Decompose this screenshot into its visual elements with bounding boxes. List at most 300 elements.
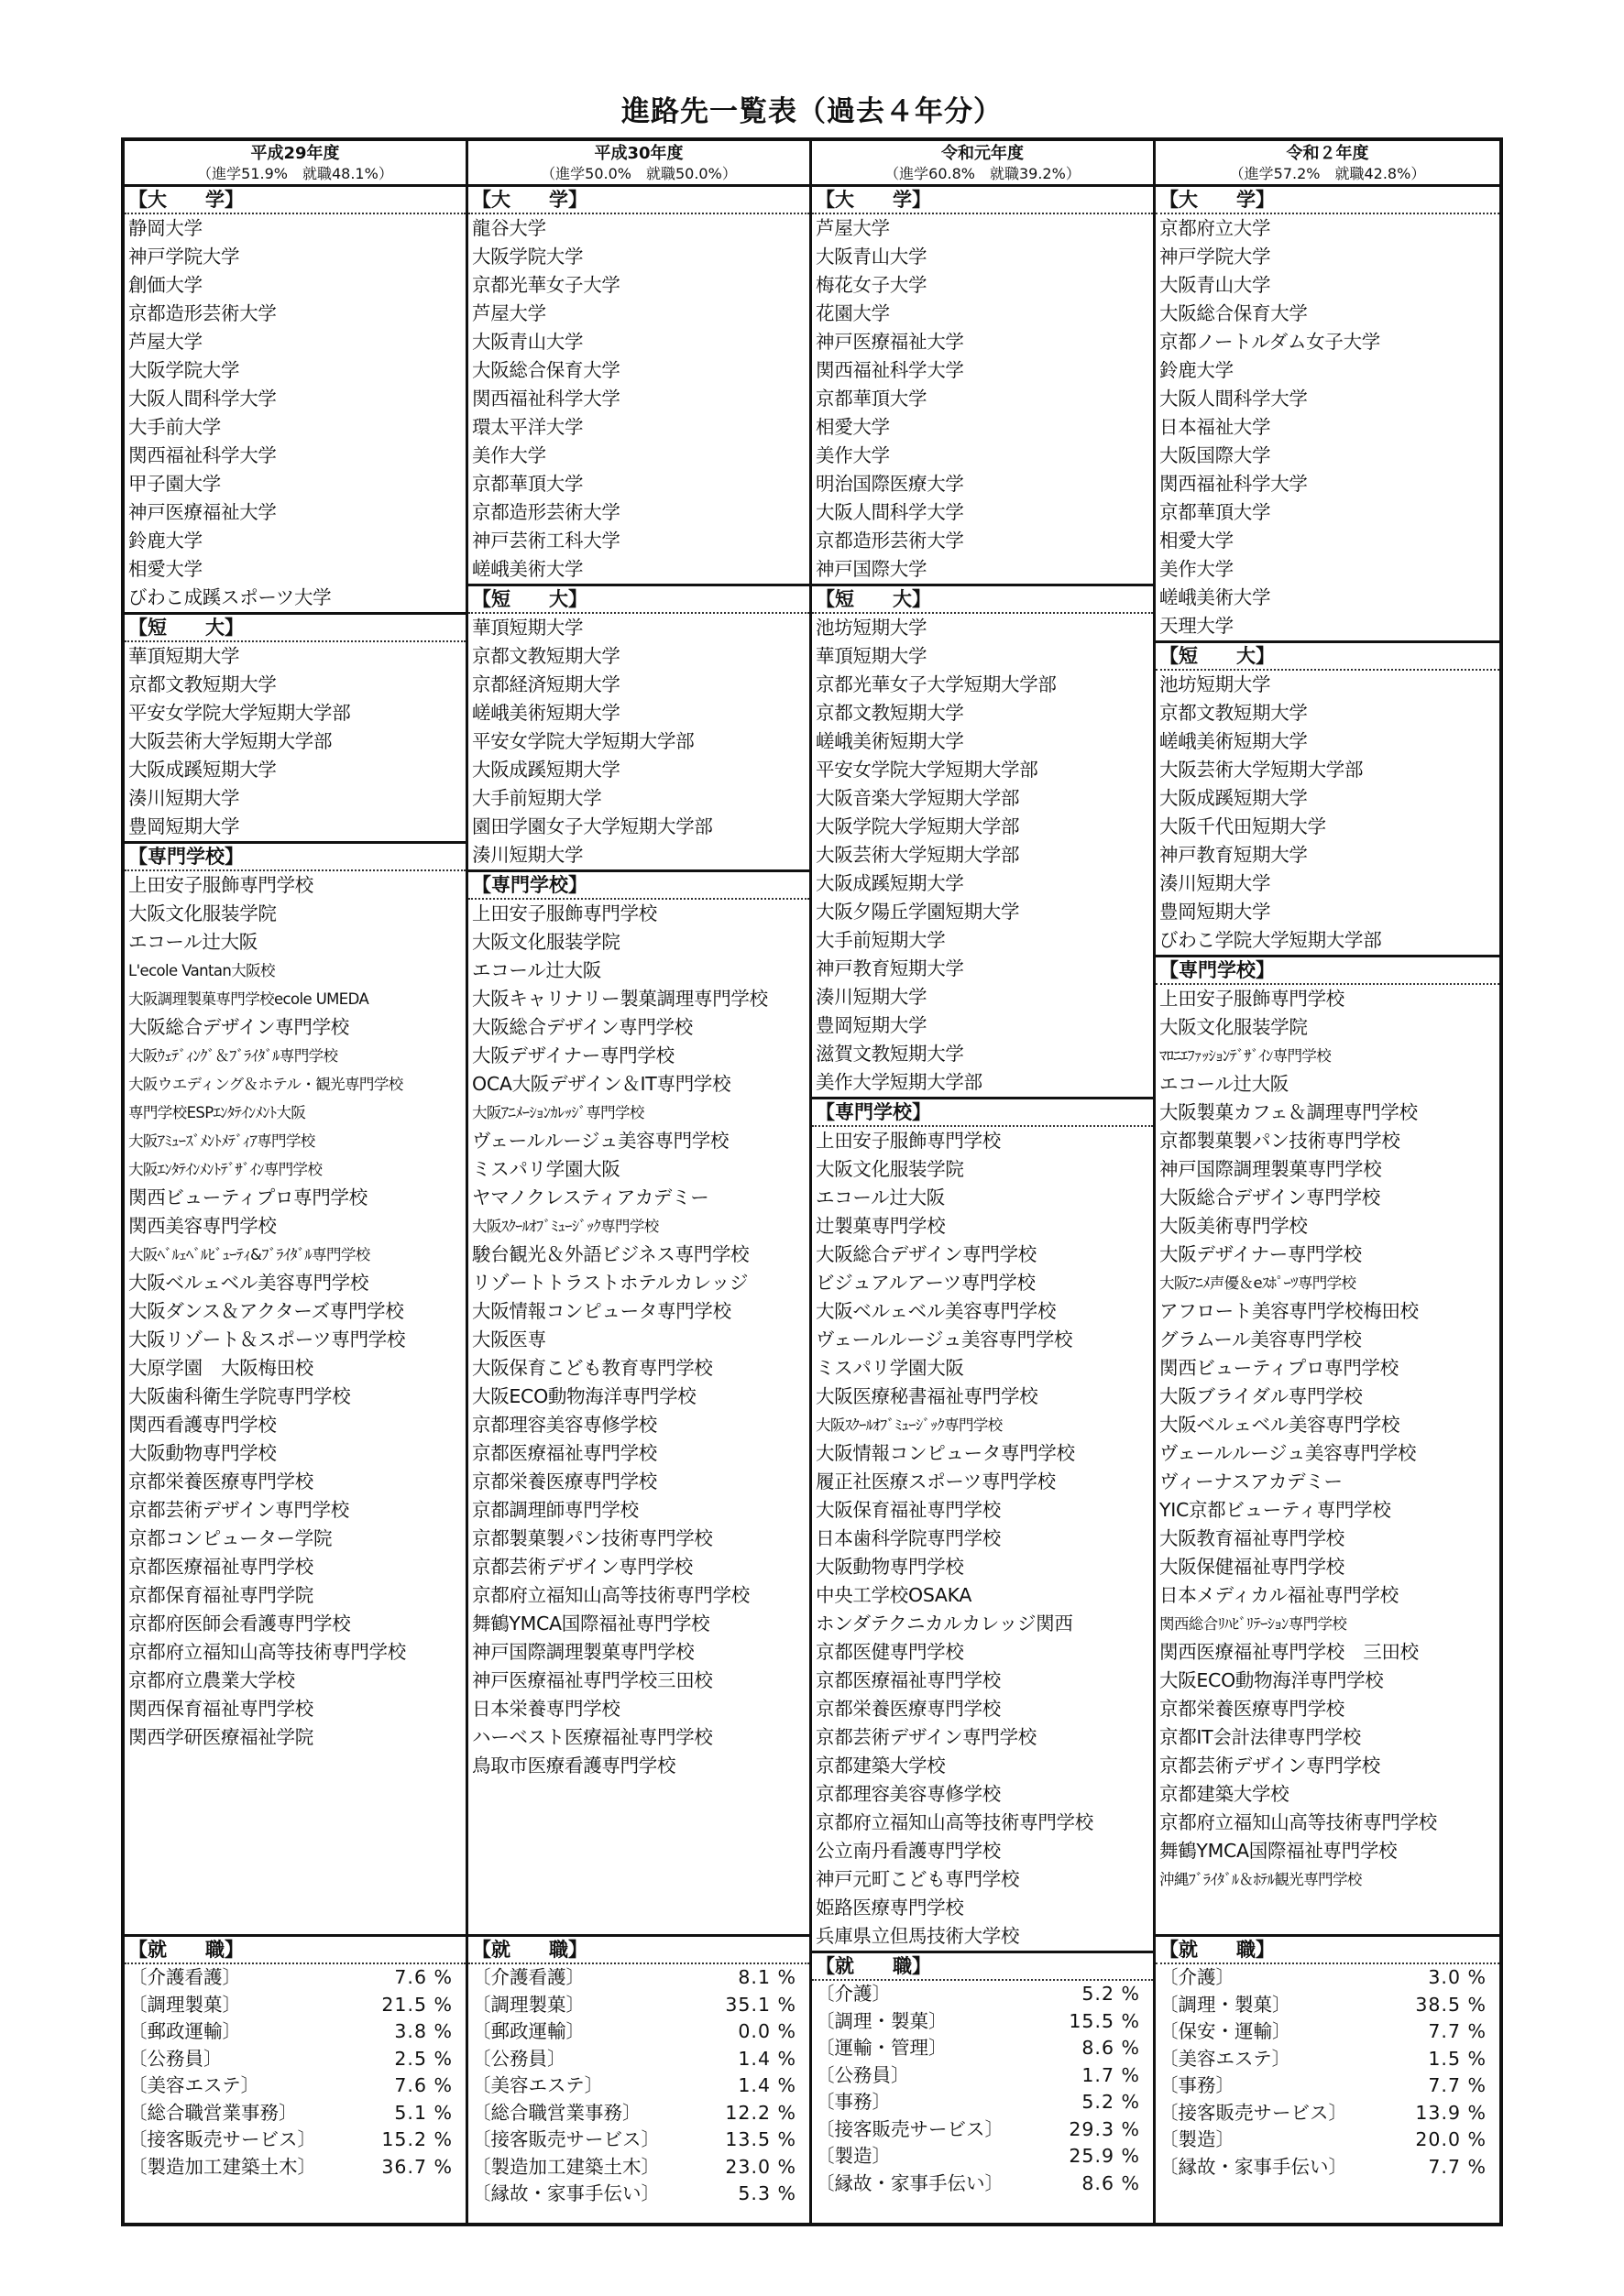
column-header xyxy=(125,141,466,187)
section-label: 【大 学】 xyxy=(1156,187,1499,214)
employment-category: 〔総合職営業事務〕 xyxy=(472,2101,642,2124)
destination-item: 大手前大学 xyxy=(128,416,221,438)
destination-item: YIC京都ビューティ専門学校 xyxy=(1159,1499,1391,1521)
destination-section xyxy=(812,584,1153,1097)
destination-item: 大阪夕陽丘学園短期大学 xyxy=(816,901,1020,923)
employment-percent: 13.5 % xyxy=(725,2128,796,2150)
destination-item: 大阪医療秘書福祉専門学校 xyxy=(816,1385,1038,1407)
section-label: 【専門学校】 xyxy=(1156,957,1499,985)
destination-item: 神戸元町こども専門学校 xyxy=(816,1868,1020,1890)
destination-item: 京都光華女子大学短期大学部 xyxy=(816,673,1057,695)
ratio-label: （進学60.8% 就職39.2%） xyxy=(884,165,1081,182)
employment-percent: 0.0 % xyxy=(738,2020,796,2042)
employment-category: 〔美容エステ〕 xyxy=(128,2074,260,2096)
employment-row xyxy=(812,2035,1153,2062)
section-label: 【専門学校】 xyxy=(812,1099,1153,1127)
destination-item: 中央工学校OSAKA xyxy=(816,1584,972,1606)
destination-item: 滋賀文教短期大学 xyxy=(816,1043,964,1065)
year-column xyxy=(1156,141,1499,2223)
destination-item: 美作大学短期大学部 xyxy=(816,1071,982,1093)
destination-item: 華頂短期大学 xyxy=(128,645,240,667)
destination-item: 大阪情報コンピュータ専門学校 xyxy=(472,1300,731,1322)
destination-item: 京都医健専門学校 xyxy=(816,1641,964,1663)
destination-item: 大阪動物専門学校 xyxy=(816,1556,964,1578)
employment-row xyxy=(125,2018,466,2046)
employment-category: 〔介護〕 xyxy=(816,1983,891,2005)
destination-item: 湊川短期大学 xyxy=(472,844,584,866)
employment-category: 〔介護看護〕 xyxy=(472,1966,585,1988)
employment-row xyxy=(1156,2046,1499,2073)
destination-item: 華頂短期大学 xyxy=(816,645,927,667)
employment-row xyxy=(468,1992,809,2019)
destination-item: 大阪芸術大学短期大学部 xyxy=(816,844,1020,866)
destination-item: 兵庫県立但馬技術大学校 xyxy=(816,1925,1020,1947)
destination-item: 大阪デザイナー専門学校 xyxy=(472,1044,675,1066)
destination-item: 天理大学 xyxy=(1159,615,1234,637)
employment-row xyxy=(1156,2072,1499,2100)
employment-category: 〔公務員〕 xyxy=(816,2063,910,2086)
destination-item: 京都府立福知山高等技術専門学校 xyxy=(1159,1811,1437,1833)
destination-item: 大阪音楽大学短期大学部 xyxy=(816,787,1020,809)
destination-item: 大阪文化服装学院 xyxy=(128,902,277,924)
destination-item: 湊川短期大学 xyxy=(128,787,240,809)
destination-section xyxy=(1156,640,1499,955)
destination-item: 梅花女子大学 xyxy=(816,274,927,296)
employment-row xyxy=(125,1964,466,1992)
destination-item: 公立南丹看護専門学校 xyxy=(816,1840,1001,1862)
employment-percent: 1.4 % xyxy=(738,2074,796,2096)
employment-percent: 8.6 % xyxy=(1081,2171,1140,2194)
destination-item: 大阪芸術大学短期大学部 xyxy=(1159,759,1364,781)
destination-item: 大阪保育福祉専門学校 xyxy=(816,1499,1001,1521)
destination-item: びわこ学院大学短期大学部 xyxy=(1159,929,1382,951)
employment-row xyxy=(1156,2100,1499,2127)
destination-item: 関西福祉科学大学 xyxy=(1159,473,1308,495)
destination-item: エコール辻大阪 xyxy=(1159,1073,1289,1095)
destination-item: 芦屋大学 xyxy=(472,302,546,324)
destination-item: 神戸医療福祉大学 xyxy=(128,501,277,523)
section-label: 【短 大】 xyxy=(468,586,809,614)
destination-item: 嵯峨美術短期大学 xyxy=(472,702,620,724)
destination-item: 大阪医専 xyxy=(472,1328,546,1350)
employment-row xyxy=(125,2046,466,2073)
employment-percent: 15.2 % xyxy=(381,2128,453,2150)
destination-item: エコール辻大阪 xyxy=(128,931,258,953)
employment-category: 〔縁故・家事手伝い〕 xyxy=(1159,2155,1347,2178)
destination-item: 大阪歯科衛生学院専門学校 xyxy=(128,1385,351,1407)
destination-item: 大阪学院大学 xyxy=(472,246,584,268)
destination-item: 日本メディカル福祉専門学校 xyxy=(1159,1584,1399,1606)
destination-item: 京都造形芸術大学 xyxy=(472,501,620,523)
employment-row xyxy=(812,2143,1153,2170)
employment-category: 〔縁故・家事手伝い〕 xyxy=(816,2171,1004,2194)
destination-item: 京都栄養医療専門学校 xyxy=(1159,1698,1344,1720)
destination-item: 大阪ｳｪﾃﾞｨﾝｸﾞ＆ﾌﾞﾗｲﾀﾞﾙ専門学校 xyxy=(128,1047,338,1065)
employment-section xyxy=(125,1934,466,2223)
destination-item: ヴィーナスアカデミー xyxy=(1159,1471,1343,1492)
column-header xyxy=(468,141,809,187)
destination-item: 京都光華女子大学 xyxy=(472,274,620,296)
destination-item: ビジュアルアーツ専門学校 xyxy=(816,1272,1036,1294)
destination-item: 大阪リゾート＆スポーツ専門学校 xyxy=(128,1328,406,1350)
year-label: 平成29年度 xyxy=(250,144,340,163)
destination-item: 京都栄養医療専門学校 xyxy=(472,1471,657,1492)
employment-percent: 7.6 % xyxy=(394,2074,453,2096)
section-label: 【短 大】 xyxy=(1156,643,1499,671)
employment-category: 〔郵政運輸〕 xyxy=(128,2020,241,2042)
destination-item: 京都府立大学 xyxy=(1159,217,1271,239)
destination-item: 日本福祉大学 xyxy=(1159,416,1271,438)
destination-item: 京都文教短期大学 xyxy=(128,673,277,695)
destination-item: 関西福祉科学大学 xyxy=(128,444,277,466)
destination-item: ヴェールルージュ美容専門学校 xyxy=(816,1328,1073,1350)
destination-item: 豊岡短期大学 xyxy=(128,815,240,837)
destination-item: 鳥取市医療看護専門学校 xyxy=(472,1755,676,1777)
destination-item: 大阪ECO動物海洋専門学校 xyxy=(472,1385,697,1407)
destination-item: 履正社医療スポーツ専門学校 xyxy=(816,1471,1056,1492)
employment-category: 〔調理・製菓〕 xyxy=(816,2009,948,2032)
employment-row xyxy=(468,2181,809,2208)
destination-item: 大阪学院大学短期大学部 xyxy=(816,815,1020,837)
employment-percent: 1.4 % xyxy=(738,2047,796,2070)
employment-row xyxy=(468,2018,809,2046)
destination-item: 豊岡短期大学 xyxy=(816,1014,927,1036)
employment-row xyxy=(812,2116,1153,2144)
employment-row xyxy=(468,2127,809,2154)
destination-item: 京都文教短期大学 xyxy=(1159,702,1308,724)
destination-item: L'ecole Vantan大阪校 xyxy=(128,962,275,979)
employment-row xyxy=(1156,1964,1499,1992)
destination-item: 大阪総合デザイン専門学校 xyxy=(1159,1186,1380,1208)
employment-percent: 5.2 % xyxy=(1081,2091,1140,2113)
employment-category: 〔接客販売サービス〕 xyxy=(1159,2101,1347,2124)
destination-item: 京都造形芸術大学 xyxy=(816,530,964,552)
destination-section xyxy=(468,584,809,869)
employment-row xyxy=(125,2154,466,2181)
spacer xyxy=(1156,1894,1499,1934)
employment-category: 〔総合職営業事務〕 xyxy=(128,2101,298,2124)
destination-item: 京都コンピューター学院 xyxy=(128,1527,333,1549)
section-label: 【就 職】 xyxy=(125,1937,466,1964)
employment-row xyxy=(468,1964,809,1992)
destination-item: 大阪ｴﾝﾀﾃｲﾝﾒﾝﾄﾃﾞｻﾞｲﾝ専門学校 xyxy=(128,1161,323,1178)
employment-category: 〔介護看護〕 xyxy=(128,1966,241,1988)
destination-item: 平安女学院大学短期大学部 xyxy=(816,759,1038,781)
year-label: 平成30年度 xyxy=(594,144,684,163)
destinations-area xyxy=(1156,187,1499,1934)
destination-item: 大阪調理製菓専門学校ecole UMEDA xyxy=(128,990,369,1008)
destination-item: 京都建築大学校 xyxy=(1159,1783,1289,1805)
employment-row xyxy=(468,2072,809,2100)
destination-section xyxy=(1156,187,1499,640)
destination-item: 大阪ｽｸｰﾙｵﾌﾞﾐｭｰｼﾞｯｸ専門学校 xyxy=(472,1218,659,1235)
employment-percent: 21.5 % xyxy=(381,1993,453,2016)
employment-category: 〔事務〕 xyxy=(816,2091,891,2113)
destination-item: エコール辻大阪 xyxy=(472,959,601,981)
employment-category: 〔調理製菓〕 xyxy=(472,1993,585,2016)
destination-item: 上田安子服飾専門学校 xyxy=(1159,988,1344,1010)
employment-row xyxy=(1156,2127,1499,2154)
destination-item: 駿台観光＆外語ビジネス専門学校 xyxy=(472,1243,750,1265)
destination-item: OCA大阪デザイン＆IT専門学校 xyxy=(472,1073,731,1095)
destination-item: 環太平洋大学 xyxy=(472,416,584,438)
destination-item: リゾートトラストホテルカレッジ xyxy=(472,1272,749,1294)
destination-item: 嵯峨美術短期大学 xyxy=(1159,730,1308,752)
destination-item: 美作大学 xyxy=(472,444,546,466)
employment-row xyxy=(125,1992,466,2019)
destination-item: 明治国際医療大学 xyxy=(816,473,964,495)
destination-item: 大阪成蹊短期大学 xyxy=(128,759,277,781)
section-label: 【大 学】 xyxy=(812,187,1153,214)
employment-percent: 1.5 % xyxy=(1428,2047,1487,2070)
destination-item: 芦屋大学 xyxy=(816,217,890,239)
employment-percent: 15.5 % xyxy=(1069,2009,1140,2032)
spacer xyxy=(125,1752,466,1934)
employment-percent: 7.6 % xyxy=(394,1966,453,1988)
destination-item: 京都芸術デザイン専門学校 xyxy=(816,1726,1037,1748)
destination-item: アフロート美容専門学校梅田校 xyxy=(1159,1300,1419,1322)
destination-item: 関西学研医療福祉学院 xyxy=(128,1726,313,1748)
destination-item: 園田学園女子大学短期大学部 xyxy=(472,815,713,837)
destination-item: 大阪成蹊短期大学 xyxy=(816,872,964,894)
employment-category: 〔美容エステ〕 xyxy=(1159,2047,1291,2070)
destination-item: 京都府立福知山高等技術専門学校 xyxy=(816,1811,1093,1833)
destination-item: 大手前短期大学 xyxy=(816,929,946,951)
employment-percent: 38.5 % xyxy=(1415,1993,1487,2016)
destination-item: 京都府立福知山高等技術専門学校 xyxy=(128,1641,406,1663)
destination-item: 京都文教短期大学 xyxy=(816,702,964,724)
destination-item: 京都建築大学校 xyxy=(816,1755,946,1777)
destination-section xyxy=(812,187,1153,584)
destination-item: 大阪教育福祉専門学校 xyxy=(1159,1527,1344,1549)
destination-item: 大阪情報コンピュータ専門学校 xyxy=(816,1442,1075,1464)
destination-item: 鈴鹿大学 xyxy=(128,530,203,552)
destination-item: 大阪人間科学大学 xyxy=(128,388,277,410)
destination-item: 京都医療福祉専門学校 xyxy=(816,1669,1001,1691)
destination-item: 大阪保健福祉専門学校 xyxy=(1159,1556,1344,1578)
employment-row xyxy=(812,2062,1153,2090)
year-column xyxy=(812,141,1156,2223)
destination-item: 京都調理師専門学校 xyxy=(472,1499,639,1521)
destination-item: 日本栄養専門学校 xyxy=(472,1698,620,1720)
destination-item: 神戸芸術工科大学 xyxy=(472,530,620,552)
destination-item: 大阪動物専門学校 xyxy=(128,1442,277,1464)
employment-section xyxy=(812,1951,1153,2223)
destination-item: 平安女学院大学短期大学部 xyxy=(128,702,351,724)
destination-item: 関西福祉科学大学 xyxy=(472,388,620,410)
destination-section xyxy=(125,841,466,1752)
destination-item: 嵯峨美術大学 xyxy=(1159,586,1271,608)
destination-item: 相愛大学 xyxy=(1159,530,1234,552)
destination-item: 大阪文化服装学院 xyxy=(472,931,620,953)
section-label: 【専門学校】 xyxy=(125,844,466,871)
year-label: 令和元年度 xyxy=(941,144,1024,163)
destination-item: 嵯峨美術大学 xyxy=(472,558,584,580)
destination-section xyxy=(125,187,466,612)
destination-section xyxy=(812,1097,1153,1951)
destination-item: 美作大学 xyxy=(1159,558,1234,580)
destination-item: ﾏﾛﾆｴﾌｧｯｼｮﾝﾃﾞｻﾞｲﾝ専門学校 xyxy=(1159,1047,1332,1065)
destination-item: 龍谷大学 xyxy=(472,217,546,239)
destination-item: 大阪ｱﾆﾒｰｼｮﾝｶﾚｯｼﾞ専門学校 xyxy=(472,1104,644,1121)
destination-section xyxy=(125,612,466,841)
destination-section xyxy=(468,187,809,584)
destination-item: 大原学園 大阪梅田校 xyxy=(128,1357,313,1379)
employment-percent: 25.9 % xyxy=(1069,2145,1140,2167)
employment-percent: 20.0 % xyxy=(1415,2128,1487,2150)
destination-item: 大阪青山大学 xyxy=(472,331,584,353)
destination-item: 京都華頂大学 xyxy=(472,473,584,495)
destination-item: ホンダテクニカルカレッジ関西 xyxy=(816,1613,1073,1635)
year-column xyxy=(125,141,468,2223)
destination-item: ミスパリ学園大阪 xyxy=(816,1357,964,1379)
employment-row xyxy=(125,2072,466,2100)
destination-item: 大阪ウエディング＆ホテル・観光専門学校 xyxy=(128,1076,403,1093)
section-label: 【大 学】 xyxy=(468,187,809,214)
destination-item: 大阪美術専門学校 xyxy=(1159,1215,1308,1237)
destination-item: 花園大学 xyxy=(816,302,890,324)
destination-item: 大阪文化服装学院 xyxy=(1159,1016,1308,1038)
destination-item: 大阪ベルェベル美容専門学校 xyxy=(128,1272,369,1294)
destination-item: ミスパリ学園大阪 xyxy=(472,1158,620,1180)
section-label: 【就 職】 xyxy=(468,1937,809,1964)
destination-item: ヤマノクレスティアカデミー xyxy=(472,1186,709,1208)
destination-item: 芦屋大学 xyxy=(128,331,203,353)
destination-item: 神戸教育短期大学 xyxy=(816,957,964,979)
destination-item: グラムール美容専門学校 xyxy=(1159,1328,1362,1350)
destination-item: 関西総合ﾘﾊﾋﾞﾘﾃｰｼｮﾝ専門学校 xyxy=(1159,1615,1347,1633)
destination-item: 静岡大学 xyxy=(128,217,203,239)
ratio-label: （進学51.9% 就職48.1%） xyxy=(197,165,393,182)
employment-percent: 23.0 % xyxy=(725,2155,796,2178)
destination-item: 豊岡短期大学 xyxy=(1159,901,1271,923)
employment-category: 〔縁故・家事手伝い〕 xyxy=(472,2182,660,2204)
destination-item: 大阪ベルェベル美容専門学校 xyxy=(1159,1414,1400,1436)
employment-row xyxy=(125,2127,466,2154)
section-label: 【短 大】 xyxy=(812,586,1153,614)
destination-item: 京都芸術デザイン専門学校 xyxy=(472,1556,693,1578)
employment-category: 〔接客販売サービス〕 xyxy=(128,2128,316,2150)
employment-row xyxy=(1156,2018,1499,2046)
destination-item: 大阪総合保育大学 xyxy=(472,359,620,381)
employment-category: 〔美容エステ〕 xyxy=(472,2074,604,2096)
page-title: 進路先一覧表（過去４年分） xyxy=(621,95,1003,128)
destination-item: 舞鶴YMCA国際福祉専門学校 xyxy=(472,1613,710,1635)
destination-item: 京都府立農業大学校 xyxy=(128,1669,295,1691)
destination-item: 神戸国際大学 xyxy=(816,558,927,580)
destination-item: 京都ノートルダム女子大学 xyxy=(1159,331,1380,353)
destination-item: 大阪ダンス＆アクターズ専門学校 xyxy=(128,1300,404,1322)
employment-category: 〔製造加工建築土木〕 xyxy=(472,2155,660,2178)
employment-row xyxy=(125,2100,466,2127)
destination-item: 湊川短期大学 xyxy=(816,986,927,1008)
destination-item: 大阪製菓カフェ＆調理専門学校 xyxy=(1159,1101,1418,1123)
employment-category: 〔保安・運輸〕 xyxy=(1159,2020,1291,2042)
destination-item: 京都保育福祉専門学院 xyxy=(128,1584,313,1606)
destination-item: 上田安子服飾専門学校 xyxy=(816,1130,1001,1152)
year-label: 令和２年度 xyxy=(1286,144,1369,163)
destinations-area xyxy=(468,187,809,1934)
employment-percent: 36.7 % xyxy=(381,2155,453,2178)
destination-item: ヴェールルージュ美容専門学校 xyxy=(472,1130,730,1152)
section-label: 【専門学校】 xyxy=(468,872,809,900)
destination-item: 鈴鹿大学 xyxy=(1159,359,1234,381)
destination-item: 大阪国際大学 xyxy=(1159,444,1271,466)
section-label: 【短 大】 xyxy=(125,615,466,642)
destination-item: 京都栄養医療専門学校 xyxy=(128,1471,313,1492)
destination-item: 姫路医療専門学校 xyxy=(816,1897,964,1919)
destination-item: 大阪学院大学 xyxy=(128,359,240,381)
employment-row xyxy=(812,1981,1153,2008)
employment-category: 〔接客販売サービス〕 xyxy=(472,2128,660,2150)
destination-item: びわこ成蹊スポーツ大学 xyxy=(128,586,332,608)
destination-item: 神戸医療福祉大学 xyxy=(816,331,964,353)
employment-category: 〔郵政運輸〕 xyxy=(472,2020,585,2042)
employment-percent: 8.6 % xyxy=(1081,2037,1140,2059)
employment-percent: 2.5 % xyxy=(394,2047,453,2070)
destination-item: 大阪総合デザイン専門学校 xyxy=(128,1016,349,1038)
destination-item: 京都製菓製パン技術専門学校 xyxy=(472,1527,713,1549)
destination-item: 神戸教育短期大学 xyxy=(1159,844,1308,866)
employment-row xyxy=(1156,2154,1499,2181)
destination-item: エコール辻大阪 xyxy=(816,1186,945,1208)
column-header xyxy=(812,141,1153,187)
year-column xyxy=(468,141,812,2223)
section-label: 【就 職】 xyxy=(1156,1937,1499,1964)
career-destination-table xyxy=(121,137,1503,2226)
employment-row xyxy=(812,2170,1153,2198)
destination-item: 京都医療福祉専門学校 xyxy=(128,1556,313,1578)
destinations-area xyxy=(125,187,466,1934)
destination-item: 京都経済短期大学 xyxy=(472,673,620,695)
destination-item: 平安女学院大学短期大学部 xyxy=(472,730,695,752)
destination-item: 京都芸術デザイン専門学校 xyxy=(1159,1755,1380,1777)
employment-category: 〔事務〕 xyxy=(1159,2074,1234,2096)
destination-item: 相愛大学 xyxy=(816,416,890,438)
destination-item: 上田安子服飾専門学校 xyxy=(472,902,657,924)
destination-item: 美作大学 xyxy=(816,444,890,466)
employment-row xyxy=(812,2089,1153,2116)
employment-percent: 1.7 % xyxy=(1081,2063,1140,2086)
employment-category: 〔製造加工建築土木〕 xyxy=(128,2155,316,2178)
spacer xyxy=(468,1780,809,1934)
destination-item: 大阪保育こども教育専門学校 xyxy=(472,1357,713,1379)
employment-percent: 35.1 % xyxy=(725,1993,796,2016)
destination-item: 京都IT会計法律専門学校 xyxy=(1159,1726,1361,1748)
column-header xyxy=(1156,141,1499,187)
destination-item: 関西ビューティプロ専門学校 xyxy=(1159,1357,1399,1379)
destination-item: 大阪ﾍﾞﾙｪﾍﾞﾙﾋﾞｭｰﾃｨ&ﾌﾞﾗｲﾀﾞﾙ専門学校 xyxy=(128,1246,370,1263)
destination-item: 神戸医療福祉専門学校三田校 xyxy=(472,1669,713,1691)
destination-item: 専門学校ESPｴﾝﾀﾃｲﾝﾒﾝﾄ大阪 xyxy=(128,1104,306,1121)
employment-percent: 7.7 % xyxy=(1428,2074,1487,2096)
employment-category: 〔公務員〕 xyxy=(472,2047,566,2070)
destination-item: 京都理容美容専修学校 xyxy=(816,1783,1001,1805)
destination-item: 京都芸術デザイン専門学校 xyxy=(128,1499,349,1521)
employment-row xyxy=(468,2046,809,2073)
destination-item: 大阪芸術大学短期大学部 xyxy=(128,730,333,752)
employment-percent: 7.7 % xyxy=(1428,2020,1487,2042)
employment-percent: 3.8 % xyxy=(394,2020,453,2042)
employment-percent: 5.1 % xyxy=(394,2101,453,2124)
destination-item: 嵯峨美術短期大学 xyxy=(816,730,964,752)
destination-item: 大阪青山大学 xyxy=(1159,274,1271,296)
destination-item: 京都医療福祉専門学校 xyxy=(472,1442,657,1464)
destination-item: 上田安子服飾専門学校 xyxy=(128,874,313,896)
destination-item: ハーベスト医療福祉専門学校 xyxy=(472,1726,713,1748)
destination-item: 池坊短期大学 xyxy=(1159,673,1271,695)
employment-percent: 5.3 % xyxy=(738,2182,796,2204)
